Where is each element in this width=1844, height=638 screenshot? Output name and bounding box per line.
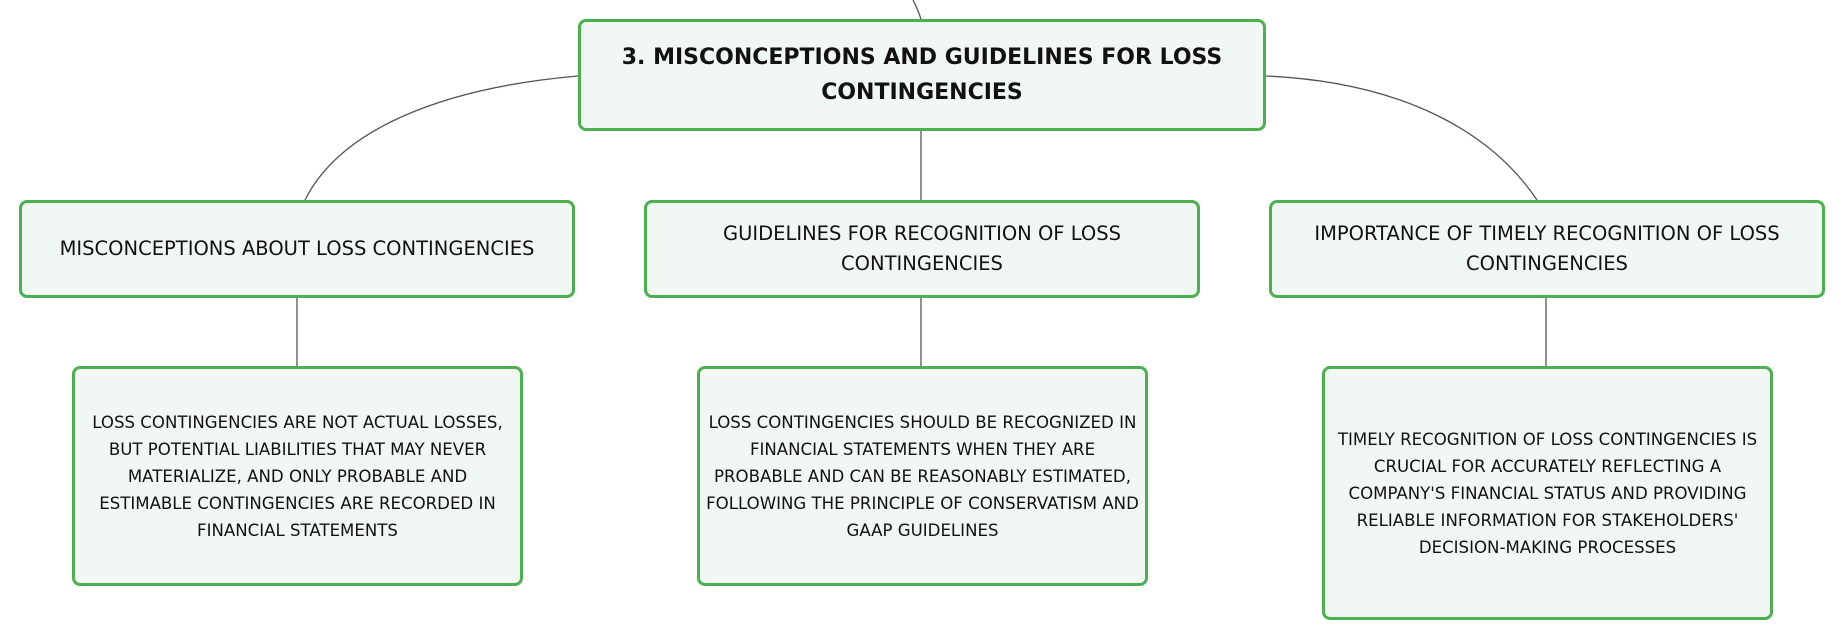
leaf-node-misconceptions-detail[interactable]	[72, 366, 523, 586]
branch-node-misconceptions[interactable]	[19, 200, 575, 298]
branch-node-guidelines[interactable]	[644, 200, 1200, 298]
leaf-node-timely-recognition-detail[interactable]	[1322, 366, 1773, 620]
branch-node-label: MISCONCEPTIONS ABOUT LOSS CONTINGENCIES	[59, 237, 535, 260]
root-node-label: 3. MISCONCEPTIONS AND GUIDELINES FOR LOSS CONTINGENCIES	[621, 45, 1223, 105]
leaf-node-text: LOSS CONTINGENCIES SHOULD BE RECOGNIZED IN FINANCIAL STATEMENTS WHEN THEY ARE PROBABLE AND CAN BE REASONABLY ESTIMATED, FOLLOWING THE PRINCIPLE OF CONSERVATISM AND GAAP GUIDELINES	[706, 412, 1139, 540]
leaf-node-text: LOSS CONTINGENCIES ARE NOT ACTUAL LOSSES, BUT POTENTIAL LIABILITIES THAT MAY NEVER MATERIALIZE, AND ONLY PROBABLE AND ESTIMABLE CONTINGENCIES ARE RECORDED IN FINANCIAL STATEMENTS	[92, 412, 503, 540]
branch-node-label: GUIDELINES FOR RECOGNITION OF LOSS CONTINGENCIES	[723, 222, 1121, 275]
leaf-node-guidelines-detail[interactable]	[697, 366, 1148, 586]
leaf-node-text: TIMELY RECOGNITION OF LOSS CONTINGENCIES IS CRUCIAL FOR ACCURATELY REFLECTING A COMPANY'S FINANCIAL STATUS AND PROVIDING RELIABLE INFORMATION FOR STAKEHOLDERS' DECISION-MAKING PROCESSES	[1337, 429, 1758, 557]
connector-root-to-branch-3	[1266, 76, 1537, 200]
connector-root-to-branch-1	[305, 76, 578, 200]
branch-node-label: IMPORTANCE OF TIMELY RECOGNITION OF LOSS CONTINGENCIES	[1314, 222, 1780, 275]
connector-parent-to-root	[913, 0, 921, 19]
root-node[interactable]	[578, 19, 1266, 131]
branch-node-timely-recognition[interactable]	[1269, 200, 1825, 298]
